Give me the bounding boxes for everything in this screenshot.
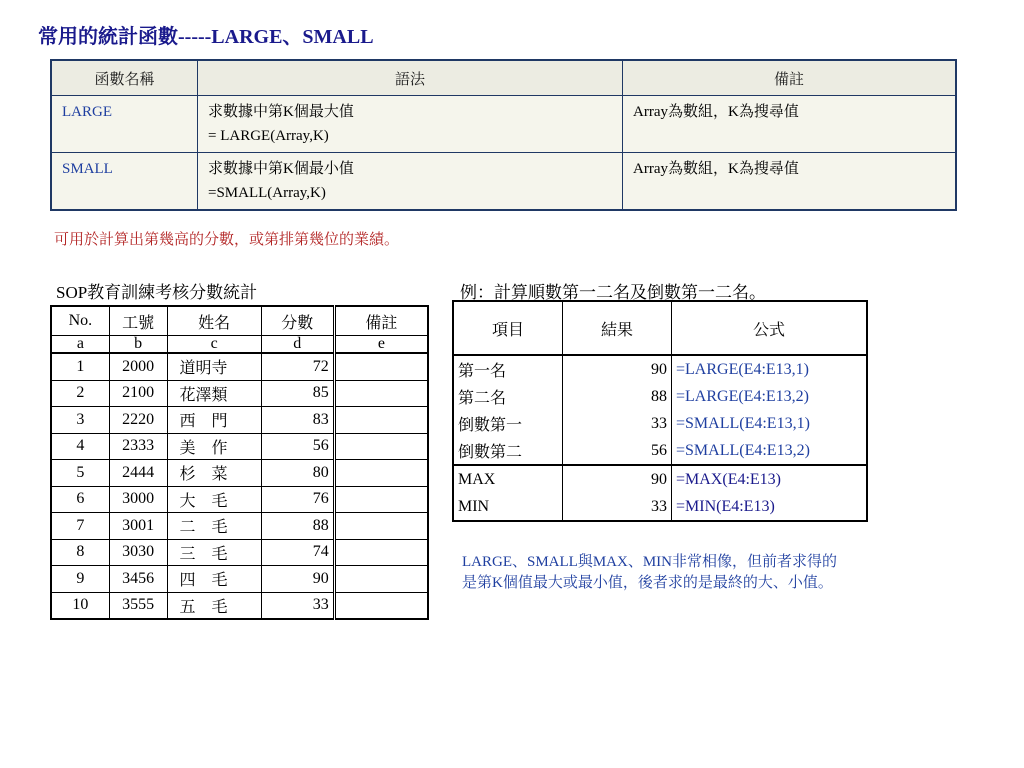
header-item: 項目 <box>453 301 563 355</box>
column-letter: e <box>334 336 428 354</box>
score-id: 3001 <box>109 513 167 540</box>
header-score: 分數 <box>261 306 334 336</box>
function-syntax-large <box>198 96 623 153</box>
function-note-small: Array為數組，K為搜尋值 <box>623 153 957 211</box>
table-row <box>453 493 867 521</box>
score-table-caption: SOP教育訓練考核分數統計 <box>56 283 258 302</box>
score-note <box>334 486 428 513</box>
example-item: MAX <box>453 465 563 493</box>
score-table-letters <box>51 336 428 354</box>
table-row <box>51 513 428 540</box>
score-id: 2100 <box>109 380 167 407</box>
score-no: 2 <box>51 380 109 407</box>
example-item: 倒數第二 <box>453 437 563 465</box>
header-formula: 公式 <box>672 301 868 355</box>
example-formula: =MIN(E4:E13) <box>672 493 868 521</box>
score-note <box>334 380 428 407</box>
table-row <box>453 383 867 410</box>
score-value: 72 <box>261 353 334 380</box>
score-no: 10 <box>51 592 109 619</box>
score-no: 3 <box>51 407 109 434</box>
score-value: 85 <box>261 380 334 407</box>
example-result: 33 <box>563 410 672 437</box>
function-syntax-small <box>198 153 623 211</box>
table-row <box>51 433 428 460</box>
table-row <box>51 353 428 380</box>
score-name: 四 毛 <box>167 566 261 593</box>
example-result: 88 <box>563 383 672 410</box>
column-letter: d <box>261 336 334 354</box>
score-note <box>334 407 428 434</box>
score-value: 33 <box>261 592 334 619</box>
score-note <box>334 513 428 540</box>
header-note: 備註 <box>334 306 428 336</box>
score-id: 3456 <box>109 566 167 593</box>
score-name: 五 毛 <box>167 592 261 619</box>
example-formula: =SMALL(E4:E13,2) <box>672 437 868 465</box>
score-note <box>334 539 428 566</box>
score-no: 4 <box>51 433 109 460</box>
table-row <box>453 355 867 383</box>
score-note <box>334 566 428 593</box>
score-value: 88 <box>261 513 334 540</box>
table-row <box>453 410 867 437</box>
comparison-note-line: LARGE、SMALL與MAX、MIN非常相像，但前者求得的 <box>462 554 838 570</box>
score-name: 二 毛 <box>167 513 261 540</box>
score-value: 76 <box>261 486 334 513</box>
example-result: 56 <box>563 437 672 465</box>
score-note <box>334 460 428 487</box>
score-id: 3000 <box>109 486 167 513</box>
score-value: 56 <box>261 433 334 460</box>
table-row <box>453 437 867 465</box>
function-desc: 求數據中第K個最大值 <box>208 104 354 120</box>
header-name: 姓名 <box>167 306 261 336</box>
score-name: 道明寺 <box>167 353 261 380</box>
score-no: 6 <box>51 486 109 513</box>
score-value: 74 <box>261 539 334 566</box>
score-name: 三 毛 <box>167 539 261 566</box>
example-item: 第二名 <box>453 383 563 410</box>
score-table-header <box>51 306 428 336</box>
example-table-body <box>453 355 867 521</box>
example-formula: =SMALL(E4:E13,1) <box>672 410 868 437</box>
score-table <box>50 305 429 620</box>
table-row <box>51 592 428 619</box>
score-id: 3030 <box>109 539 167 566</box>
column-letter: a <box>51 336 109 354</box>
function-row-small <box>51 153 956 211</box>
comparison-note-line: 是第K個值最大或最小值，後者求的是最終的大、小值。 <box>462 575 833 591</box>
header-id: 工號 <box>109 306 167 336</box>
function-syntax: =SMALL(Array,K) <box>208 185 326 201</box>
score-note <box>334 592 428 619</box>
example-formula: =LARGE(E4:E13,1) <box>672 355 868 383</box>
table-row <box>51 380 428 407</box>
header-note: 備註 <box>623 60 957 96</box>
column-letter: b <box>109 336 167 354</box>
usage-note: 可用於計算出第幾高的分數，或第排第幾位的業績。 <box>54 232 400 248</box>
example-item: 倒數第一 <box>453 410 563 437</box>
example-result: 90 <box>563 465 672 493</box>
score-note <box>334 353 428 380</box>
score-id: 2333 <box>109 433 167 460</box>
comparison-note <box>462 552 922 594</box>
function-note-large: Array為數組，K為搜尋值 <box>623 96 957 153</box>
score-id: 2220 <box>109 407 167 434</box>
function-table-header <box>51 60 956 96</box>
header-no: No. <box>51 306 109 336</box>
example-table-header <box>453 301 867 355</box>
example-table-caption: 例：計算順數第一二名及倒數第一二名。 <box>460 283 766 302</box>
function-name-small: SMALL <box>51 153 198 211</box>
score-value: 80 <box>261 460 334 487</box>
example-result: 90 <box>563 355 672 383</box>
score-table-body <box>51 353 428 619</box>
example-formula: =LARGE(E4:E13,2) <box>672 383 868 410</box>
example-formula: =MAX(E4:E13) <box>672 465 868 493</box>
score-id: 2000 <box>109 353 167 380</box>
function-row-large <box>51 96 956 153</box>
function-syntax: = LARGE(Array,K) <box>208 128 329 144</box>
header-syntax: 語法 <box>198 60 623 96</box>
score-name: 杉 菜 <box>167 460 261 487</box>
table-row <box>51 539 428 566</box>
function-name-large: LARGE <box>51 96 198 153</box>
score-name: 西 門 <box>167 407 261 434</box>
header-result: 結果 <box>563 301 672 355</box>
example-item: 第一名 <box>453 355 563 383</box>
score-name: 大 毛 <box>167 486 261 513</box>
table-row <box>51 460 428 487</box>
score-name: 美 作 <box>167 433 261 460</box>
table-row <box>51 407 428 434</box>
page-title: 常用的統計函數-----LARGE、SMALL <box>38 26 374 48</box>
header-function-name: 函數名稱 <box>51 60 198 96</box>
score-no: 5 <box>51 460 109 487</box>
score-no: 7 <box>51 513 109 540</box>
function-desc: 求數據中第K個最小值 <box>208 161 354 177</box>
score-note <box>334 433 428 460</box>
score-name: 花澤類 <box>167 380 261 407</box>
score-value: 83 <box>261 407 334 434</box>
table-row <box>51 486 428 513</box>
example-result: 33 <box>563 493 672 521</box>
table-row <box>51 566 428 593</box>
function-table <box>50 59 957 211</box>
score-value: 90 <box>261 566 334 593</box>
example-table <box>452 300 868 522</box>
table-row <box>453 465 867 493</box>
score-id: 3555 <box>109 592 167 619</box>
score-no: 1 <box>51 353 109 380</box>
score-id: 2444 <box>109 460 167 487</box>
column-letter: c <box>167 336 261 354</box>
score-no: 9 <box>51 566 109 593</box>
example-item: MIN <box>453 493 563 521</box>
score-no: 8 <box>51 539 109 566</box>
